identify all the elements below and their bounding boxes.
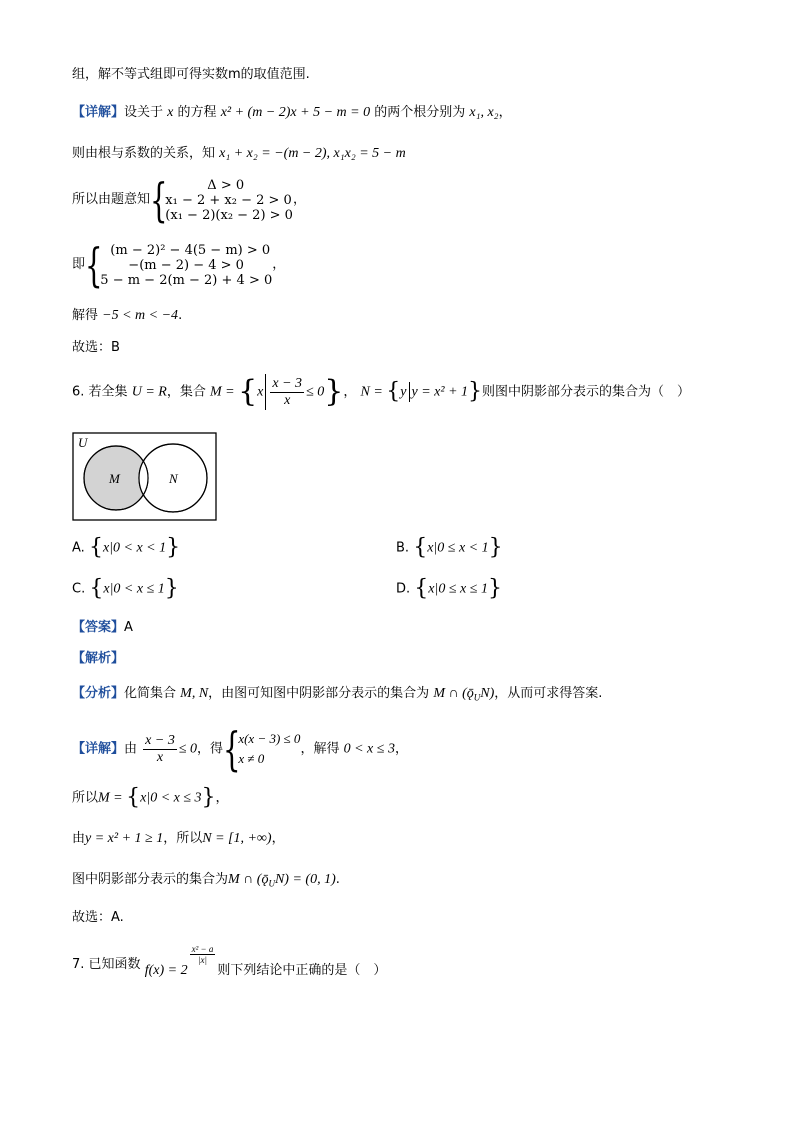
text-line-2 — [72, 104, 512, 122]
math: U = R — [131, 384, 167, 400]
denominator: x — [284, 392, 291, 408]
option-label: A. — [72, 540, 85, 556]
venn-diagram — [72, 432, 218, 522]
numerator: x² − a — [191, 944, 214, 954]
set-bar — [409, 382, 410, 402]
math: ≤ 0 — [306, 384, 325, 400]
left-brace: { — [414, 576, 429, 601]
sys-line: x ≠ 0 — [238, 751, 265, 766]
math: y = x² + 1 ≥ 1 — [85, 831, 164, 846]
left-brace: { — [89, 576, 104, 601]
math: M ∩ (ǭ — [228, 872, 269, 887]
math: ≤ 0 — [178, 741, 198, 757]
text-line-3 — [72, 145, 406, 163]
choice-text: 故选：B — [72, 340, 120, 355]
left-brace: { — [85, 238, 103, 292]
text: 则图中阴影部分表示的集合为（ ） — [482, 384, 691, 400]
text: ， — [292, 192, 306, 207]
text: 解得 — [72, 308, 99, 323]
math: y — [400, 384, 407, 400]
left-brace: { — [238, 374, 258, 409]
option-d[interactable] — [396, 576, 502, 601]
math: N = — [360, 384, 387, 400]
left-brace: { — [386, 379, 401, 404]
text: 则由根与系数的关系，知 — [72, 146, 216, 161]
option-content: x|0 ≤ x < 1 — [427, 540, 489, 556]
math-equation: x² + (m − 2)x + 5 − m = 0 — [220, 105, 371, 120]
answer-line — [72, 619, 133, 637]
fenxi-line: 【分析】化简集合 M, N，由图可知图中阴影部分表示的集合为 M ∩ $(ǭ_UN)$，从而可求得答案. — [72, 686, 603, 703]
option-content: x|0 < x < 1 — [102, 540, 167, 556]
text: 所以 — [72, 790, 99, 806]
text: 设关于 — [124, 105, 164, 120]
option-label: D. — [396, 581, 411, 597]
math: f(x) = 2 — [144, 963, 188, 978]
right-brace: } — [166, 535, 181, 560]
math: x — [257, 384, 264, 400]
right-brace: } — [164, 576, 179, 601]
text: 即 — [72, 257, 86, 272]
option-b[interactable] — [396, 535, 503, 560]
choice-2-line — [72, 909, 124, 927]
text: ， — [394, 741, 408, 757]
math-equation: x₁ + x₂ = −(m − 2), x₁x₂ = 5 − m — [219, 146, 406, 161]
math: x — [167, 105, 174, 120]
label-u: U — [78, 435, 88, 450]
detail-2-line — [72, 722, 408, 776]
text-line-1 — [72, 66, 310, 84]
fraction — [143, 733, 177, 766]
text: ，所以 — [163, 831, 203, 846]
text-line-4 — [72, 173, 306, 227]
by-y-line — [72, 830, 285, 848]
text: ，解得 — [300, 741, 340, 757]
inequality-system-3 — [238, 729, 300, 769]
option-a[interactable] — [72, 535, 181, 560]
text: ， — [215, 790, 229, 806]
left-brace: { — [413, 535, 428, 560]
paragraph-text: 组，解不等式组即可得实数m的取值范围. — [72, 67, 310, 82]
text: 所以由题意知 — [72, 192, 151, 207]
math: x|0 < x ≤ 3 — [140, 790, 202, 806]
denominator: x — [156, 749, 164, 765]
text-line-6 — [72, 307, 182, 325]
option-c[interactable] — [72, 576, 179, 601]
exponent-fraction — [190, 944, 216, 965]
text: 已知函数 — [88, 957, 141, 972]
answer-value: A — [124, 620, 133, 635]
text: ，从而可求得答案. — [494, 686, 603, 701]
text: ，得 — [197, 741, 224, 757]
sys-line: (m − 2)² − 4(5 − m) > 0 — [110, 242, 271, 258]
right-brace: } — [488, 535, 503, 560]
sys-line: x(x − 3) ≤ 0 — [238, 731, 301, 746]
sys-line: (x₁ − 2)(x₂ − 2) > 0 — [165, 207, 293, 223]
text: ， — [498, 105, 512, 120]
text: ， — [271, 831, 285, 846]
text-line-7 — [72, 339, 120, 357]
left-brace: { — [150, 173, 168, 227]
label-n: N — [169, 471, 178, 486]
text: 图中阴影部分表示的集合为 — [72, 872, 229, 887]
math: M = — [209, 384, 239, 400]
math: 0 < x ≤ 3 — [343, 741, 395, 757]
text: 若全集 — [88, 384, 128, 400]
numerator: x − 3 — [272, 375, 303, 391]
question-number: 7. — [72, 957, 85, 972]
text-line-5 — [72, 238, 286, 292]
math: −5 < m < −4 — [102, 308, 179, 323]
text: . — [335, 872, 340, 887]
math: N) = (0, 1) — [274, 872, 336, 887]
analysis-line — [72, 650, 124, 668]
right-brace: } — [201, 785, 216, 810]
fraction — [270, 376, 304, 409]
math: N) — [480, 686, 495, 701]
label-m: M — [109, 471, 120, 486]
text: ，集合 — [166, 384, 206, 400]
text: 由 — [124, 741, 138, 757]
sys-line: 5 − m − 2(m − 2) + 4 > 0 — [100, 272, 273, 288]
option-content: x|0 ≤ x ≤ 1 — [428, 581, 488, 597]
text: ， — [272, 257, 286, 272]
analysis-tag: 【解析】 — [72, 651, 125, 666]
right-brace: } — [324, 374, 344, 409]
detail-tag: 【详解】 — [72, 741, 125, 757]
right-brace: } — [487, 576, 502, 601]
numerator: x − 3 — [145, 732, 175, 748]
so-m-line — [72, 785, 229, 810]
math: x₁, x₂ — [469, 105, 499, 120]
text: 由 — [72, 831, 86, 846]
fenxi-tag: 【分析】 — [72, 686, 125, 701]
answer-tag: 【答案】 — [72, 620, 125, 635]
math: M = — [98, 790, 127, 806]
math: y = x² + 1 — [411, 384, 469, 400]
sys-line: −(m − 2) − 4 > 0 — [128, 257, 244, 273]
math: M ∩ (ǭ — [433, 686, 474, 701]
question-6 — [72, 372, 690, 412]
inequality-system-2 — [100, 243, 272, 288]
denominator: |x| — [197, 955, 207, 965]
shade-line: 图中阴影部分表示的集合为M ∩ $(ǭ_UN) = (0$, 1). — [72, 872, 340, 889]
text: . — [178, 308, 183, 323]
left-brace: { — [126, 785, 141, 810]
right-brace: } — [468, 379, 483, 404]
question-7 — [72, 944, 387, 982]
left-brace: { — [88, 535, 103, 560]
option-content: x|0 < x ≤ 1 — [103, 581, 165, 597]
math: N = [1, +∞) — [202, 831, 272, 846]
question-number: 6. — [72, 384, 85, 400]
text: 则下列结论中正确的是（ ） — [217, 963, 387, 978]
sys-line: x₁ − 2 + x₂ − 2 > 0 — [165, 192, 292, 208]
text: 化简集合 — [124, 686, 177, 701]
set-bar — [265, 374, 266, 410]
text: 的方程 — [177, 105, 217, 120]
option-label: B. — [396, 540, 410, 556]
text: ， — [343, 384, 357, 400]
text: 的两个根分别为 — [374, 105, 466, 120]
text: ，由图可知图中阴影部分表示的集合为 — [208, 686, 430, 701]
choice-text: 故选：A. — [72, 910, 124, 925]
inequality-system-1 — [165, 178, 293, 223]
detail-tag: 【详解】 — [72, 105, 125, 120]
left-brace: { — [223, 722, 241, 776]
sys-line: Δ > 0 — [207, 177, 245, 193]
math: M, N — [180, 686, 209, 701]
option-label: C. — [72, 581, 86, 597]
